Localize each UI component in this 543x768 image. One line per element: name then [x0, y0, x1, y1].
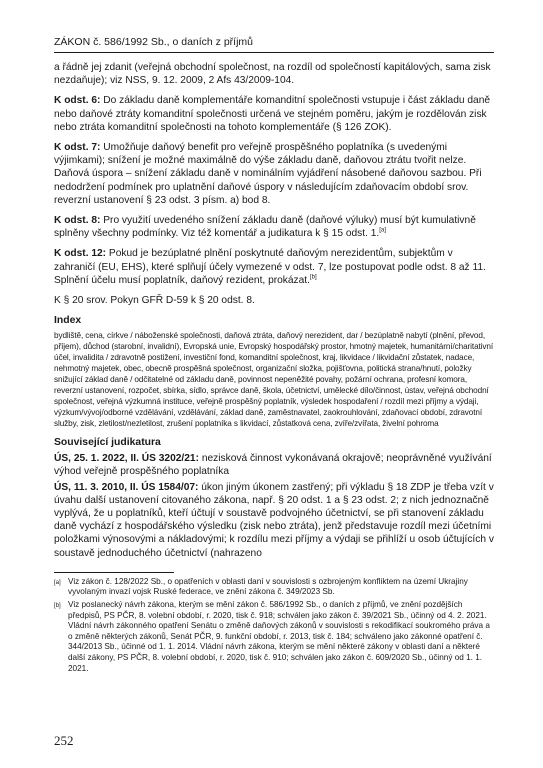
footnote-mark: [b]	[54, 603, 61, 610]
paragraph-odst-12	[54, 247, 494, 287]
paragraph-odst-7	[54, 141, 494, 207]
judikatura-item	[54, 481, 494, 560]
footnote-text: Viz poslanecký návrh zákona, kterým se mění zákon č. 586/1992 Sb., o daních z příjmů, ve znění pozdějších předpisů, PS PČR, 8. volební období, r. 2020, tisk č. 918; schválen jako zákon č. 39/2021 Sb., účinný od 4. 2. 2021. Vládní návrh zákonného opatření Senátu o změně daňových zákonů v souvislosti s rekodifikací soukromého práva a o změně některých zákonů, Senát PČR, 9. funkční období, r. 2013, tisk č. 184; schváleno jako zákonné opatření č. 344/2013 Sb., účinné od 1. 1. 2014. Vládní návrh zákona, kterým se mění některé zákony v oblasti daní a některé další zákony, PS PČR, 8. volební období, r. 2020, tisk č. 910; schválen jako zákon č. 609/2020 Sb., účinný od 1. 1. 2021.	[68, 600, 490, 673]
page-number: 252	[54, 733, 74, 748]
paragraph-intro: a řádně jej zdanit (veřejná obchodní společnost, na rozdíl od společností kapitálových, sama zisk nezdaňuje); viz NSS, 9. 12. 2009, 2 Afs 43/2009-104.	[54, 62, 491, 87]
footnote-mark: [a]	[54, 579, 61, 586]
footnote-ref-b[interactable]: [b]	[309, 274, 317, 281]
judikatura-text: úkon jiným úkonem zastřený; při výkladu § 18 ZDP je třeba vzít v úvahu další ustanovení citovaného zákona, např. § 20 odst. 1 a § 23 odst. 2; z nich jednoznačně vyplývá, že u poplatníků, kteří účtují v soustavě podvojného účetnictví, se při stanovení základu daně vychází z hospodářského výsledku (zisk nebo ztráta), jenž představuje rozdíl mezi účetními položkami výnosovými a nákladovými; k rozdílu mezi příjmy a výdaji se přihlíží u osob účtujících v soustavě jednoduchého účetnictví (nahrazeno	[54, 481, 494, 559]
footnote-b	[54, 600, 494, 674]
paragraph-text: Pokud je bezúplatné plnění poskytnuté daňovým nerezidentům, subjektům v zahraničí (EU, EHS), které splňují účely vymezené v odst. 7, lze postupovat podle odst. 8 až 11. Splnění účelu musí poplatník, daňový rezident, prokázat.	[54, 248, 486, 286]
page	[54, 36, 494, 676]
paragraph-pokyn: K § 20 srov. Pokyn GFŘ D-59 k § 20 odst. 8.	[54, 295, 255, 307]
index-heading: Index	[54, 315, 82, 327]
paragraph-text: Umožňuje daňový benefit pro veřejně prospěšného poplatníka (s uvedenými výjimkami); snížení je možné maximálně do výše základu daně, daňovou ztrátu tvořit nelze. Daňová úspora – snížení základu daně v nominálním vyjádření násobené daňovou sazbou. Při nedodržení podmínek pro uplatnění daňové úspory v následujícím zdaňovacím období srov. reverzní ustanovení § 23 odst. 3 písm. a) bod 8.	[54, 142, 482, 206]
footnote-ref-a[interactable]: [a]	[379, 227, 386, 234]
index-text: bydliště, cena, církve / náboženské společnosti, daňová ztráta, daňový nerezident, dar / bezúplatně nabytí (plnění, převod, příjem), důchod (starobní, invalidní), Evropská unie, Evropský hospodářský prostor, hmotný majetek, humanitární/charitativní účel, invalidita / zdravotně postižení, investiční fond, komanditní společnost, kraj, likvidace / likvidační zůstatek, nadace, nehmotný majetek, obec, obecně prospěšná společnost, organizační složka, pojišťovna, politická strana/hnutí, položky snižující základ daně / odčitatelné od základu daně, povinnost nepeněžité povahy, požární ochrana, profesní komora, reverzní ustanovení, rozpočet, sbírka, sídlo, správce daně, škola, účetnictví, umělecké dílo/činnost, ústav, veřejná obchodní společnost, veřejná výzkumná instituce, veřejně prospěšný poplatník, výsledek hospodaření / rozdíl mezi příjmy a výdaji, výzkum/vývoj/odborné vzdělávání, vzdělávání, základ daně, zaměstnavatel, zaokrouhlování, zdaňovací období, zdravotní služby, zisk, zletilost/nezletilost, zrušení poplatníka s likvidací, zůstatková cena, zvíře/zvířata, živelní pohroma	[54, 331, 494, 429]
footnote-a	[54, 577, 494, 598]
paragraph-label: K odst. 12:	[54, 248, 107, 260]
judikatura-text: nezisková činnost vykonávaná okrajově; neoprávněné využívání výhod veřejně prospěšného poplatníka	[54, 453, 492, 478]
judikatura-label: ÚS, 25. 1. 2022, II. ÚS 3202/21:	[54, 453, 199, 465]
paragraph-label: K odst. 8:	[54, 215, 101, 227]
paragraph-odst-6	[54, 94, 494, 134]
paragraph-odst-8	[54, 214, 494, 240]
paragraph-text: Do základu daně komplementáře komanditní společnosti vstupuje i část základu daně nebo daňové ztráty komanditní společnosti určená ve stejném poměru, jakým je rozdělován zisk nebo ztráta komanditní společnosti na tohoto komplementáře (§ 126 ZOK).	[54, 95, 491, 133]
paragraph-label: K odst. 6:	[54, 95, 101, 107]
footnote-divider	[54, 572, 174, 573]
paragraph-text: Pro využití uvedeného snížení základu daně (daňové výluky) musí být kumulativně splněny všechny podmínky. Viz též komentář a judikatura k § 15 odst. 1.	[54, 215, 476, 240]
judikatura-label: ÚS, 11. 3. 2010, II. ÚS 1584/07:	[54, 481, 199, 493]
paragraph-label: K odst. 7:	[54, 142, 101, 154]
judikatura-heading: Související judikatura	[54, 437, 161, 449]
footnote-text: Viz zákon č. 128/2022 Sb., o opatřeních v oblasti daní v souvislosti s ozbrojeným konfliktem na území Ukrajiny vyvolaným invazí vojsk Ruské federace, ve znění zákona č. 349/2023 Sb.	[68, 576, 468, 597]
judikatura-item	[54, 452, 494, 478]
running-head: ZÁKON č. 586/1992 Sb., o daních z příjmů	[54, 36, 494, 53]
